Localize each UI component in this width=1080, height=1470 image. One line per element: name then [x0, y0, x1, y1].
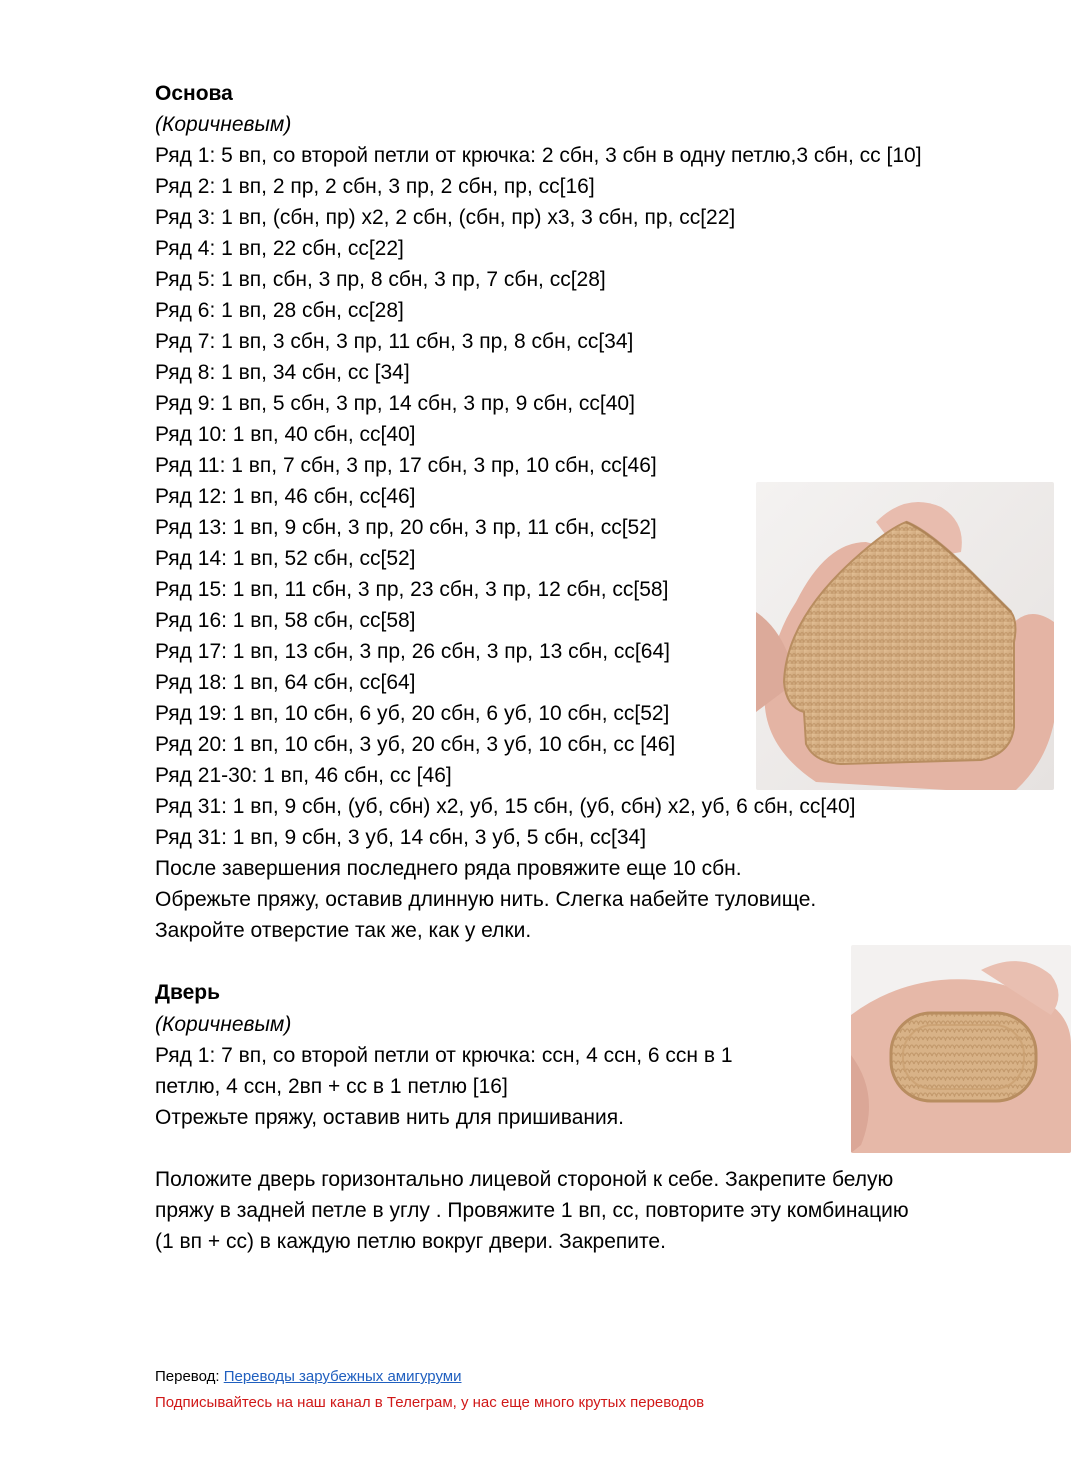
row-line: Ряд 31: 1 вп, 9 сбн, 3 уб, 14 сбн, 3 уб, 5 сбн, сс[34]	[155, 826, 647, 849]
row-line: Ряд 16: 1 вп, 58 сбн, сс[58]	[155, 609, 416, 632]
row-line: Ряд 17: 1 вп, 13 сбн, 3 пр, 26 сбн, 3 пр, 13 сбн, сс[64]	[155, 640, 670, 663]
row-line: Ряд 10: 1 вп, 40 сбн, сс[40]	[155, 423, 416, 446]
row-line: Ряд 15: 1 вп, 11 сбн, 3 пр, 23 сбн, 3 пр, 12 сбн, сс[58]	[155, 578, 669, 601]
row-line: Ряд 6: 1 вп, 28 сбн, сс[28]	[155, 299, 404, 322]
house-base-photo	[756, 482, 1054, 790]
door-photo	[851, 945, 1071, 1153]
footer-label: Перевод:	[155, 1368, 224, 1385]
row-line: Ряд 2: 1 вп, 2 пр, 2 сбн, 3 пр, 2 сбн, пр, сс[16]	[155, 175, 595, 198]
row-line: Ряд 18: 1 вп, 64 сбн, сс[64]	[155, 671, 416, 694]
translation-link[interactable]: Переводы зарубежных амигуруми	[223, 1368, 462, 1385]
row-line: Ряд 12: 1 вп, 46 сбн, сс[46]	[155, 485, 416, 508]
finish-line: Положите дверь горизонтально лицевой стороной к себе. Закрепите белую	[155, 1168, 894, 1191]
footer-cta: Подписывайтесь на наш канал в Телеграм, у нас еще много крутых переводов	[155, 1394, 705, 1411]
row-line: Ряд 3: 1 вп, (сбн, пр) х2, 2 сбн, (сбн, пр) х3, 3 сбн, пр, сс[22]	[155, 206, 736, 229]
door-section-title: Дверь	[155, 981, 221, 1004]
row-line: Ряд 9: 1 вп, 5 сбн, 3 пр, 14 сбн, 3 пр, 9 сбн, сс[40]	[155, 392, 635, 415]
note-line: Обрежьте пряжу, оставив длинную нить. Слегка набейте туловище.	[155, 888, 817, 911]
row-line: Ряд 31: 1 вп, 9 сбн, (уб, сбн) х2, уб, 15 сбн, (уб, сбн) х2, уб, 6 сбн, сс[40]	[155, 795, 856, 818]
row-line: Ряд 20: 1 вп, 10 сбн, 3 уб, 20 сбн, 3 уб, 10 сбн, сс [46]	[155, 733, 676, 756]
door-line: Ряд 1: 7 вп, со второй петли от крючка: ссн, 4 ссн, 6 ссн в 1	[155, 1044, 733, 1067]
row-line: Ряд 19: 1 вп, 10 сбн, 6 уб, 20 сбн, 6 уб, 10 сбн, сс[52]	[155, 702, 670, 725]
finish-line: (1 вп + сс) в каждую петлю вокруг двери. Закрепите.	[155, 1230, 666, 1253]
note-line: После завершения последнего ряда провяжите еще 10 сбн.	[155, 857, 742, 880]
row-line: Ряд 7: 1 вп, 3 сбн, 3 пр, 11 сбн, 3 пр, 8 сбн, сс[34]	[155, 330, 634, 353]
row-line: Ряд 1: 5 вп, со второй петли от крючка: 2 сбн, 3 сбн в одну петлю,3 сбн, сс [10]	[155, 144, 922, 167]
base-color-note: (Коричневым)	[155, 113, 292, 136]
footer-translation	[155, 1368, 462, 1385]
door-line: Отрежьте пряжу, оставив нить для пришивания.	[155, 1106, 624, 1129]
note-line: Закройте отверстие так же, как у елки.	[155, 919, 532, 942]
base-section-title: Основа	[155, 82, 233, 105]
row-line: Ряд 4: 1 вп, 22 сбн, сс[22]	[155, 237, 404, 260]
row-line: Ряд 11: 1 вп, 7 сбн, 3 пр, 17 сбн, 3 пр, 10 сбн, сс[46]	[155, 454, 657, 477]
door-color-note: (Коричневым)	[155, 1013, 292, 1036]
row-line: Ряд 5: 1 вп, сбн, 3 пр, 8 сбн, 3 пр, 7 сбн, сс[28]	[155, 268, 606, 291]
row-line: Ряд 8: 1 вп, 34 сбн, сс [34]	[155, 361, 410, 384]
door-line: петлю, 4 ссн, 2вп + сс в 1 петлю [16]	[155, 1075, 508, 1098]
row-line: Ряд 13: 1 вп, 9 сбн, 3 пр, 20 сбн, 3 пр, 11 сбн, сс[52]	[155, 516, 657, 539]
row-line: Ряд 14: 1 вп, 52 сбн, сс[52]	[155, 547, 416, 570]
finish-line: пряжу в задней петле в углу . Провяжите 1 вп, сс, повторите эту комбинацию	[155, 1199, 909, 1222]
row-line: Ряд 21-30: 1 вп, 46 сбн, сс [46]	[155, 764, 452, 787]
